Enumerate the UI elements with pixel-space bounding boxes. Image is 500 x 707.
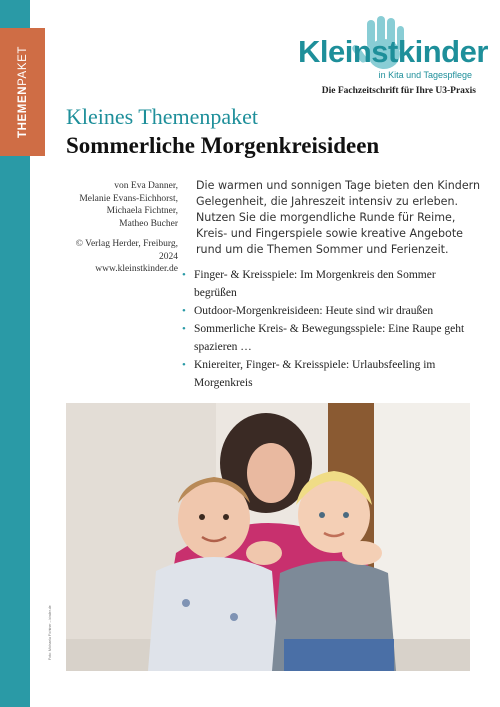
copyright-line: © Verlag Herder, Freiburg, 2024 [75, 239, 178, 262]
list-item: • Sommerliche Kreis- & Bewegungsspiele: Eine Raupe geht spazieren … [180, 320, 480, 356]
author-list [60, 180, 178, 230]
author-line: Michaela Fichtner, [106, 206, 178, 216]
tagline: Die Fachzeitschrift für Ihre U3-Praxis [321, 86, 476, 96]
photo-credit: Foto: Michaela Fichtner – kinder.de [48, 605, 52, 660]
list-item: • Kniereiter, Finger- & Kreisspiele: Urlaubsfeeling im Morgenkreis [180, 356, 480, 392]
author-line: Melanie Evans-Eichhorst, [79, 193, 178, 204]
author-line: Matheo Bucher [119, 218, 178, 229]
website-link[interactable]: www.kleinstkinder.de [95, 264, 178, 274]
logo-wordmark: Kleinstkinder [298, 34, 488, 69]
photo-illustration [66, 403, 470, 671]
page-title: Sommerliche Morgenkreisideen [66, 133, 380, 158]
cover-photo [66, 403, 470, 671]
themenpaket-label: THEMEN PAKET [16, 46, 29, 139]
logo-subline: in Kita und Tagespflege [378, 70, 472, 80]
author-line: von Eva Danner, [114, 181, 178, 191]
list-item: • Finger- & Kreisspiele: Im Morgenkreis den Sommer begrüßen [180, 266, 480, 302]
intro-text: Die warmen und sonnigen Tage bieten den Kindern Gelegenheit, die Jahreszeit intensiv zu erleben. Nutzen Sie die morgendliche Runde für Reime, Kreis- und Fingerspiele sowie kreative Angebote rund um die Themen Sommer und Ferienzeit. [196, 179, 481, 256]
kicker-heading: Kleines Themenpaket [66, 104, 259, 129]
topic-list [180, 266, 480, 392]
list-item: • Outdoor-Morgenkreisideen: Heute sind wir draußen [180, 302, 480, 320]
themenpaket-tab [0, 28, 45, 156]
publisher-credit [60, 238, 178, 276]
